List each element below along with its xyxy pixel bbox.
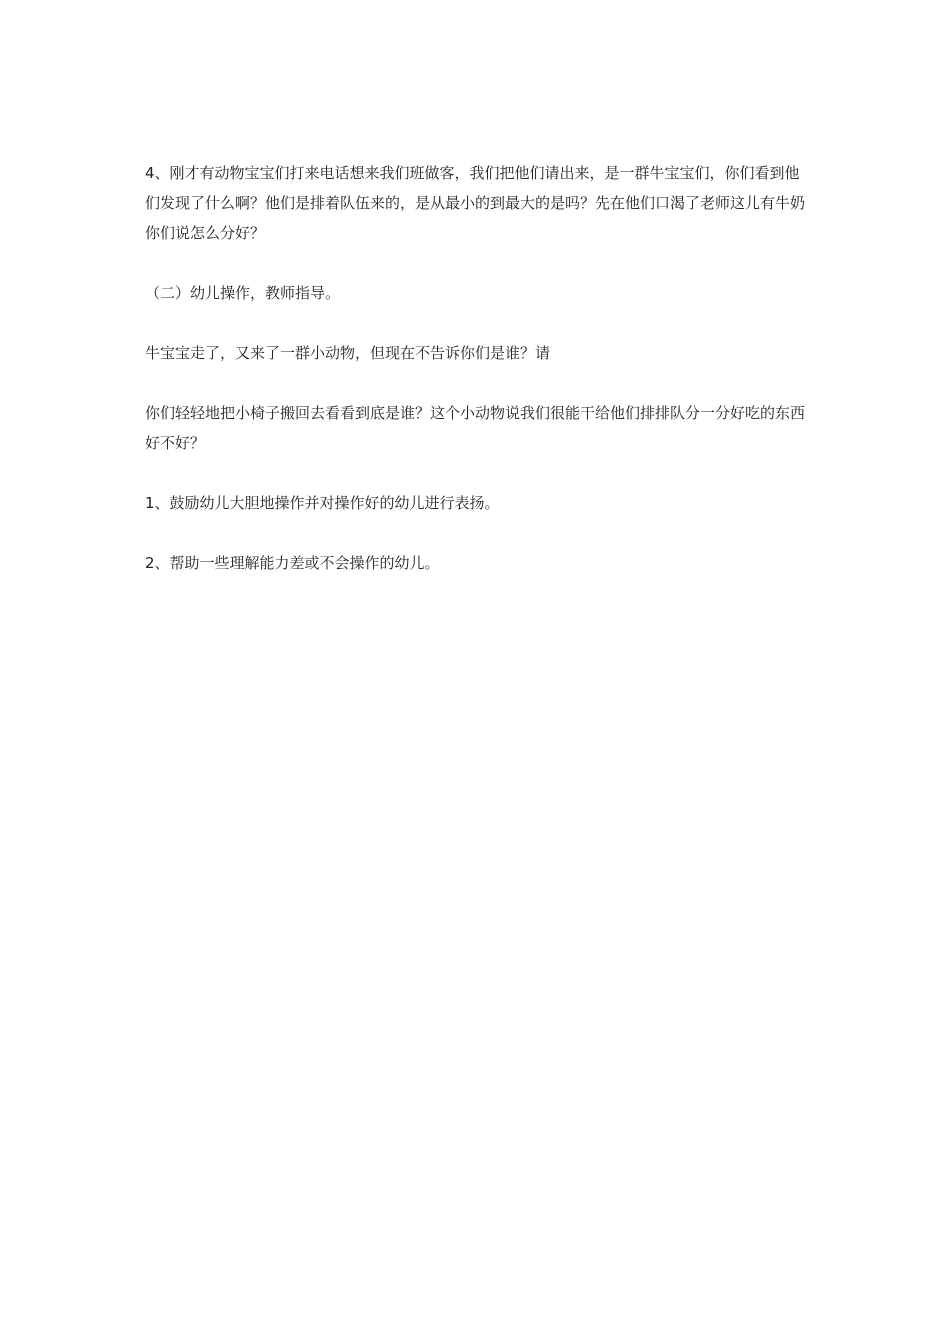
paragraph-point-1: 1、鼓励幼儿大胆地操作并对操作好的幼儿进行表扬。 <box>145 494 500 512</box>
paragraph-instruction: 你们轻轻地把小椅子搬回去看看到底是谁？这个小动物说我们很能干给他们排排队分一分好吃的东西好不好？ <box>145 404 806 452</box>
paragraph-step-4: 4、刚才有动物宝宝们打来电话想来我们班做客，我们把他们请出来，是一群牛宝宝们，你们看到他们发现了什么啊？他们是排着队伍来的，是从最小的到最大的是吗？先在他们口渴了老师这儿有牛奶你们说怎么分好？ <box>145 164 806 242</box>
paragraph-intro: 牛宝宝走了，又来了一群小动物，但现在不告诉你们是谁？请 <box>145 344 551 362</box>
paragraph-point-2: 2、帮助一些理解能力差或不会操作的幼儿。 <box>145 554 440 572</box>
document-body <box>145 158 810 608</box>
paragraph-section-2-heading: （二）幼儿操作，教师指导。 <box>145 284 341 302</box>
